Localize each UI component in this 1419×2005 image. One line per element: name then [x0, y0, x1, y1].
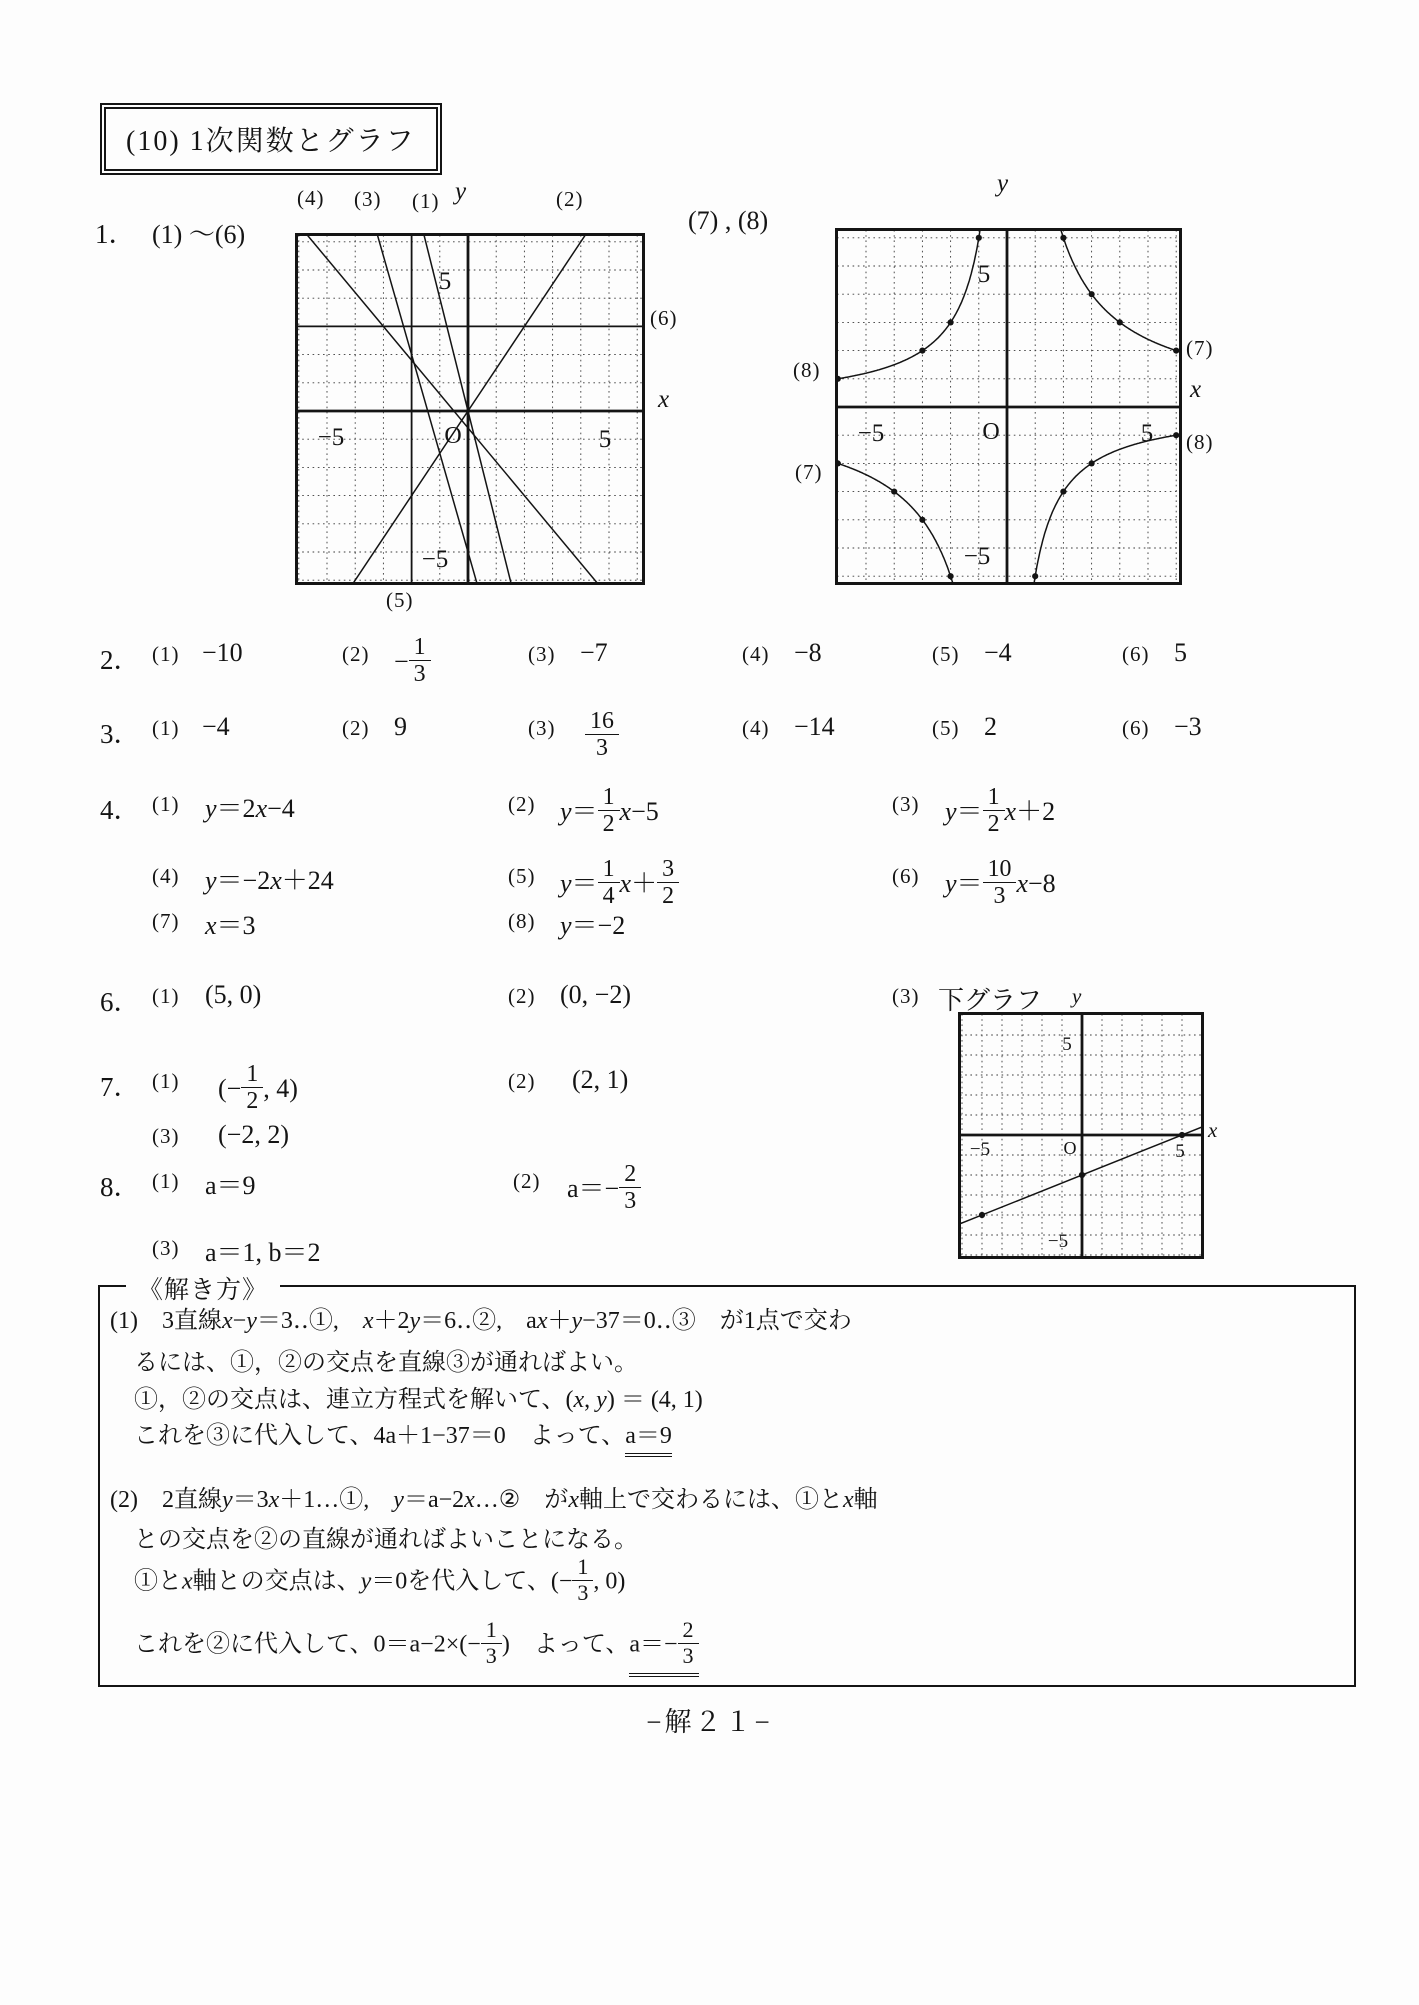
- item-value: 5: [1174, 638, 1187, 667]
- title-box: [100, 103, 442, 175]
- svg-text:5: 5: [438, 268, 452, 295]
- item-label: (2): [342, 716, 370, 740]
- item-value: y＝2x−4: [205, 794, 295, 823]
- item-label: (3): [892, 792, 920, 816]
- graph2-label-curve8-upper: (8): [793, 358, 821, 382]
- item-value: 下グラフ: [938, 986, 1043, 1015]
- solution-line: るには、①，②の交点を直線③が通ればよい。: [134, 1350, 638, 1376]
- item-label: (3): [152, 1236, 180, 1260]
- item-value: y＝ $\frac{1}{2}$ x＋2: [945, 784, 1056, 838]
- solution-line: との交点を②の直線が通ればよいことになる。: [134, 1527, 638, 1553]
- problem1-left-range: (1) 〜(6): [152, 220, 246, 249]
- solution-line: ①，②の交点は、連立方程式を解いて、(x, y) ＝ (4, 1): [134, 1387, 703, 1413]
- item-label: (2): [513, 1169, 541, 1193]
- problem6-number: 6．: [100, 987, 141, 1017]
- item-value: (− $\frac{1}{2}$ , 4): [218, 1061, 298, 1115]
- item-value: − $\frac{1}{3}$: [394, 638, 431, 690]
- problem4-number: 4．: [100, 795, 141, 825]
- item-value: x＝3: [205, 911, 256, 940]
- page-title: (10) 1次関数とグラフ: [100, 103, 442, 175]
- solution-line: ①とx軸との交点は、y＝0を代入して、(− $\frac{1}{3}$ , 0): [134, 1554, 626, 1605]
- solution-line: (1) 3直線x−y＝3‥①, x＋2y＝6‥②, ax＋y−37＝0‥③ が1点で交わ: [110, 1308, 852, 1334]
- graph1-label-line2: (2): [556, 187, 584, 211]
- item-value: −4: [984, 638, 1012, 667]
- item-label: (3): [892, 984, 920, 1008]
- graph3-x-axis-label: x: [1208, 1118, 1218, 1142]
- svg-text:−5: −5: [857, 420, 885, 447]
- graph1-label-line6: (6): [650, 306, 678, 330]
- svg-text:5: 5: [1062, 1034, 1072, 1055]
- item-label: (2): [508, 1069, 536, 1093]
- problem7-number: 7．: [100, 1072, 141, 1102]
- item-value: (2, 1): [572, 1065, 629, 1094]
- graph3-y-axis-label: y: [1072, 984, 1082, 1008]
- item-value: y＝−2: [560, 911, 626, 940]
- svg-text:−5: −5: [969, 1139, 991, 1160]
- item-label: (1): [152, 1069, 180, 1093]
- problem2-number: 2．: [100, 645, 141, 675]
- item-label: (4): [152, 864, 180, 888]
- item-value: 9: [394, 712, 407, 741]
- graph1-label-line5: (5): [386, 588, 414, 612]
- item-value: a＝9: [205, 1171, 256, 1200]
- item-label: (4): [742, 716, 770, 740]
- item-label: (6): [1122, 642, 1150, 666]
- problem1-right-range: (7) , (8): [688, 206, 769, 235]
- item-value: −14: [794, 712, 835, 741]
- graph2-y-axis-label: y: [997, 170, 1009, 197]
- item-value: y＝ $\frac{1}{2}$ x−5: [560, 784, 659, 838]
- item-value: −7: [580, 638, 608, 667]
- graph2-label-curve7-lower: (7): [795, 460, 823, 484]
- item-value: y＝−2x＋24: [205, 866, 334, 895]
- item-value: y＝ $\frac{1}{4}$ x＋ $\frac{3}{2}$: [560, 860, 679, 912]
- graph1-label-line4: (4): [297, 186, 325, 210]
- graph3-canvas: [958, 1012, 1204, 1259]
- item-label: (7): [152, 909, 180, 933]
- problem3-number: 3．: [100, 719, 141, 749]
- solution-header: 《解き方》: [126, 1270, 280, 1306]
- item-value: −10: [202, 638, 243, 667]
- item-value: (0, −2): [560, 980, 631, 1009]
- item-value: −4: [202, 712, 230, 741]
- svg-text:5: 5: [1175, 1141, 1185, 1162]
- item-label: (2): [508, 984, 536, 1008]
- item-value: a＝− $\frac{2}{3}$: [567, 1165, 641, 1217]
- item-label: (1): [152, 1169, 180, 1193]
- item-value: −3: [1174, 712, 1202, 741]
- item-value: (−2, 2): [218, 1120, 289, 1149]
- item-label: (1): [152, 642, 180, 666]
- problem1-number: 1．: [95, 219, 136, 249]
- item-label: (8): [508, 909, 536, 933]
- item-value: $\frac{16}{3}$: [585, 712, 619, 764]
- item-label: (3): [152, 1124, 180, 1148]
- item-label: (2): [508, 792, 536, 816]
- graph2-label-curve7-upper: (7): [1186, 336, 1214, 360]
- graph1-canvas: [295, 233, 645, 585]
- item-label: (2): [342, 642, 370, 666]
- item-label: (1): [152, 716, 180, 740]
- item-label: (5): [932, 716, 960, 740]
- item-label: (1): [152, 984, 180, 1008]
- item-label: (5): [508, 864, 536, 888]
- item-value: a＝1, b＝2: [205, 1238, 321, 1267]
- graph2-canvas: [835, 228, 1182, 585]
- item-value: y＝ $\frac{10}{3}$ x−8: [945, 856, 1056, 910]
- item-label: (5): [932, 642, 960, 666]
- solution-box: [98, 1277, 1356, 1687]
- problem8-number: 8．: [100, 1172, 141, 1202]
- solution-line: これを②に代入して、0＝a−2×(− $\frac{1}{3}$ ) よって、a＝− $\frac{2}{3}$: [134, 1622, 699, 1677]
- svg-text:5: 5: [598, 426, 612, 453]
- item-label: (3): [528, 716, 556, 740]
- item-value: −8: [794, 638, 822, 667]
- svg-text:−5: −5: [963, 543, 991, 570]
- svg-text:5: 5: [1140, 420, 1154, 447]
- svg-text:−5: −5: [421, 546, 449, 573]
- solution-line: (2) 2直線y＝3x＋1…①, y＝a−2x…② がx軸上で交わるには、①とx軸: [110, 1487, 878, 1513]
- item-label: (6): [892, 864, 920, 888]
- solution-line: これを③に代入して、4a＋1−37＝0 よって、a＝9: [134, 1415, 672, 1457]
- item-value: 2: [984, 712, 997, 741]
- graph1-label-line3: (3): [354, 187, 382, 211]
- item-value: (5, 0): [205, 980, 262, 1009]
- svg-text:O: O: [1063, 1138, 1077, 1158]
- svg-text:−5: −5: [317, 424, 345, 451]
- graph2-label-curve8-lower: (8): [1186, 430, 1214, 454]
- item-label: (1): [152, 792, 180, 816]
- item-label: (6): [1122, 716, 1150, 740]
- svg-text:O: O: [444, 423, 462, 449]
- item-label: (3): [528, 642, 556, 666]
- svg-text:5: 5: [977, 261, 991, 288]
- graph1-label-line1: (1): [412, 189, 440, 213]
- page-footer: −解２１−: [646, 1707, 773, 1737]
- svg-text:O: O: [982, 419, 1000, 445]
- item-label: (4): [742, 642, 770, 666]
- graph1-x-axis-label: x: [658, 386, 670, 413]
- graph2-x-axis-label: x: [1190, 376, 1202, 403]
- graph1-y-axis-label: y: [455, 178, 467, 205]
- svg-text:−5: −5: [1047, 1231, 1069, 1252]
